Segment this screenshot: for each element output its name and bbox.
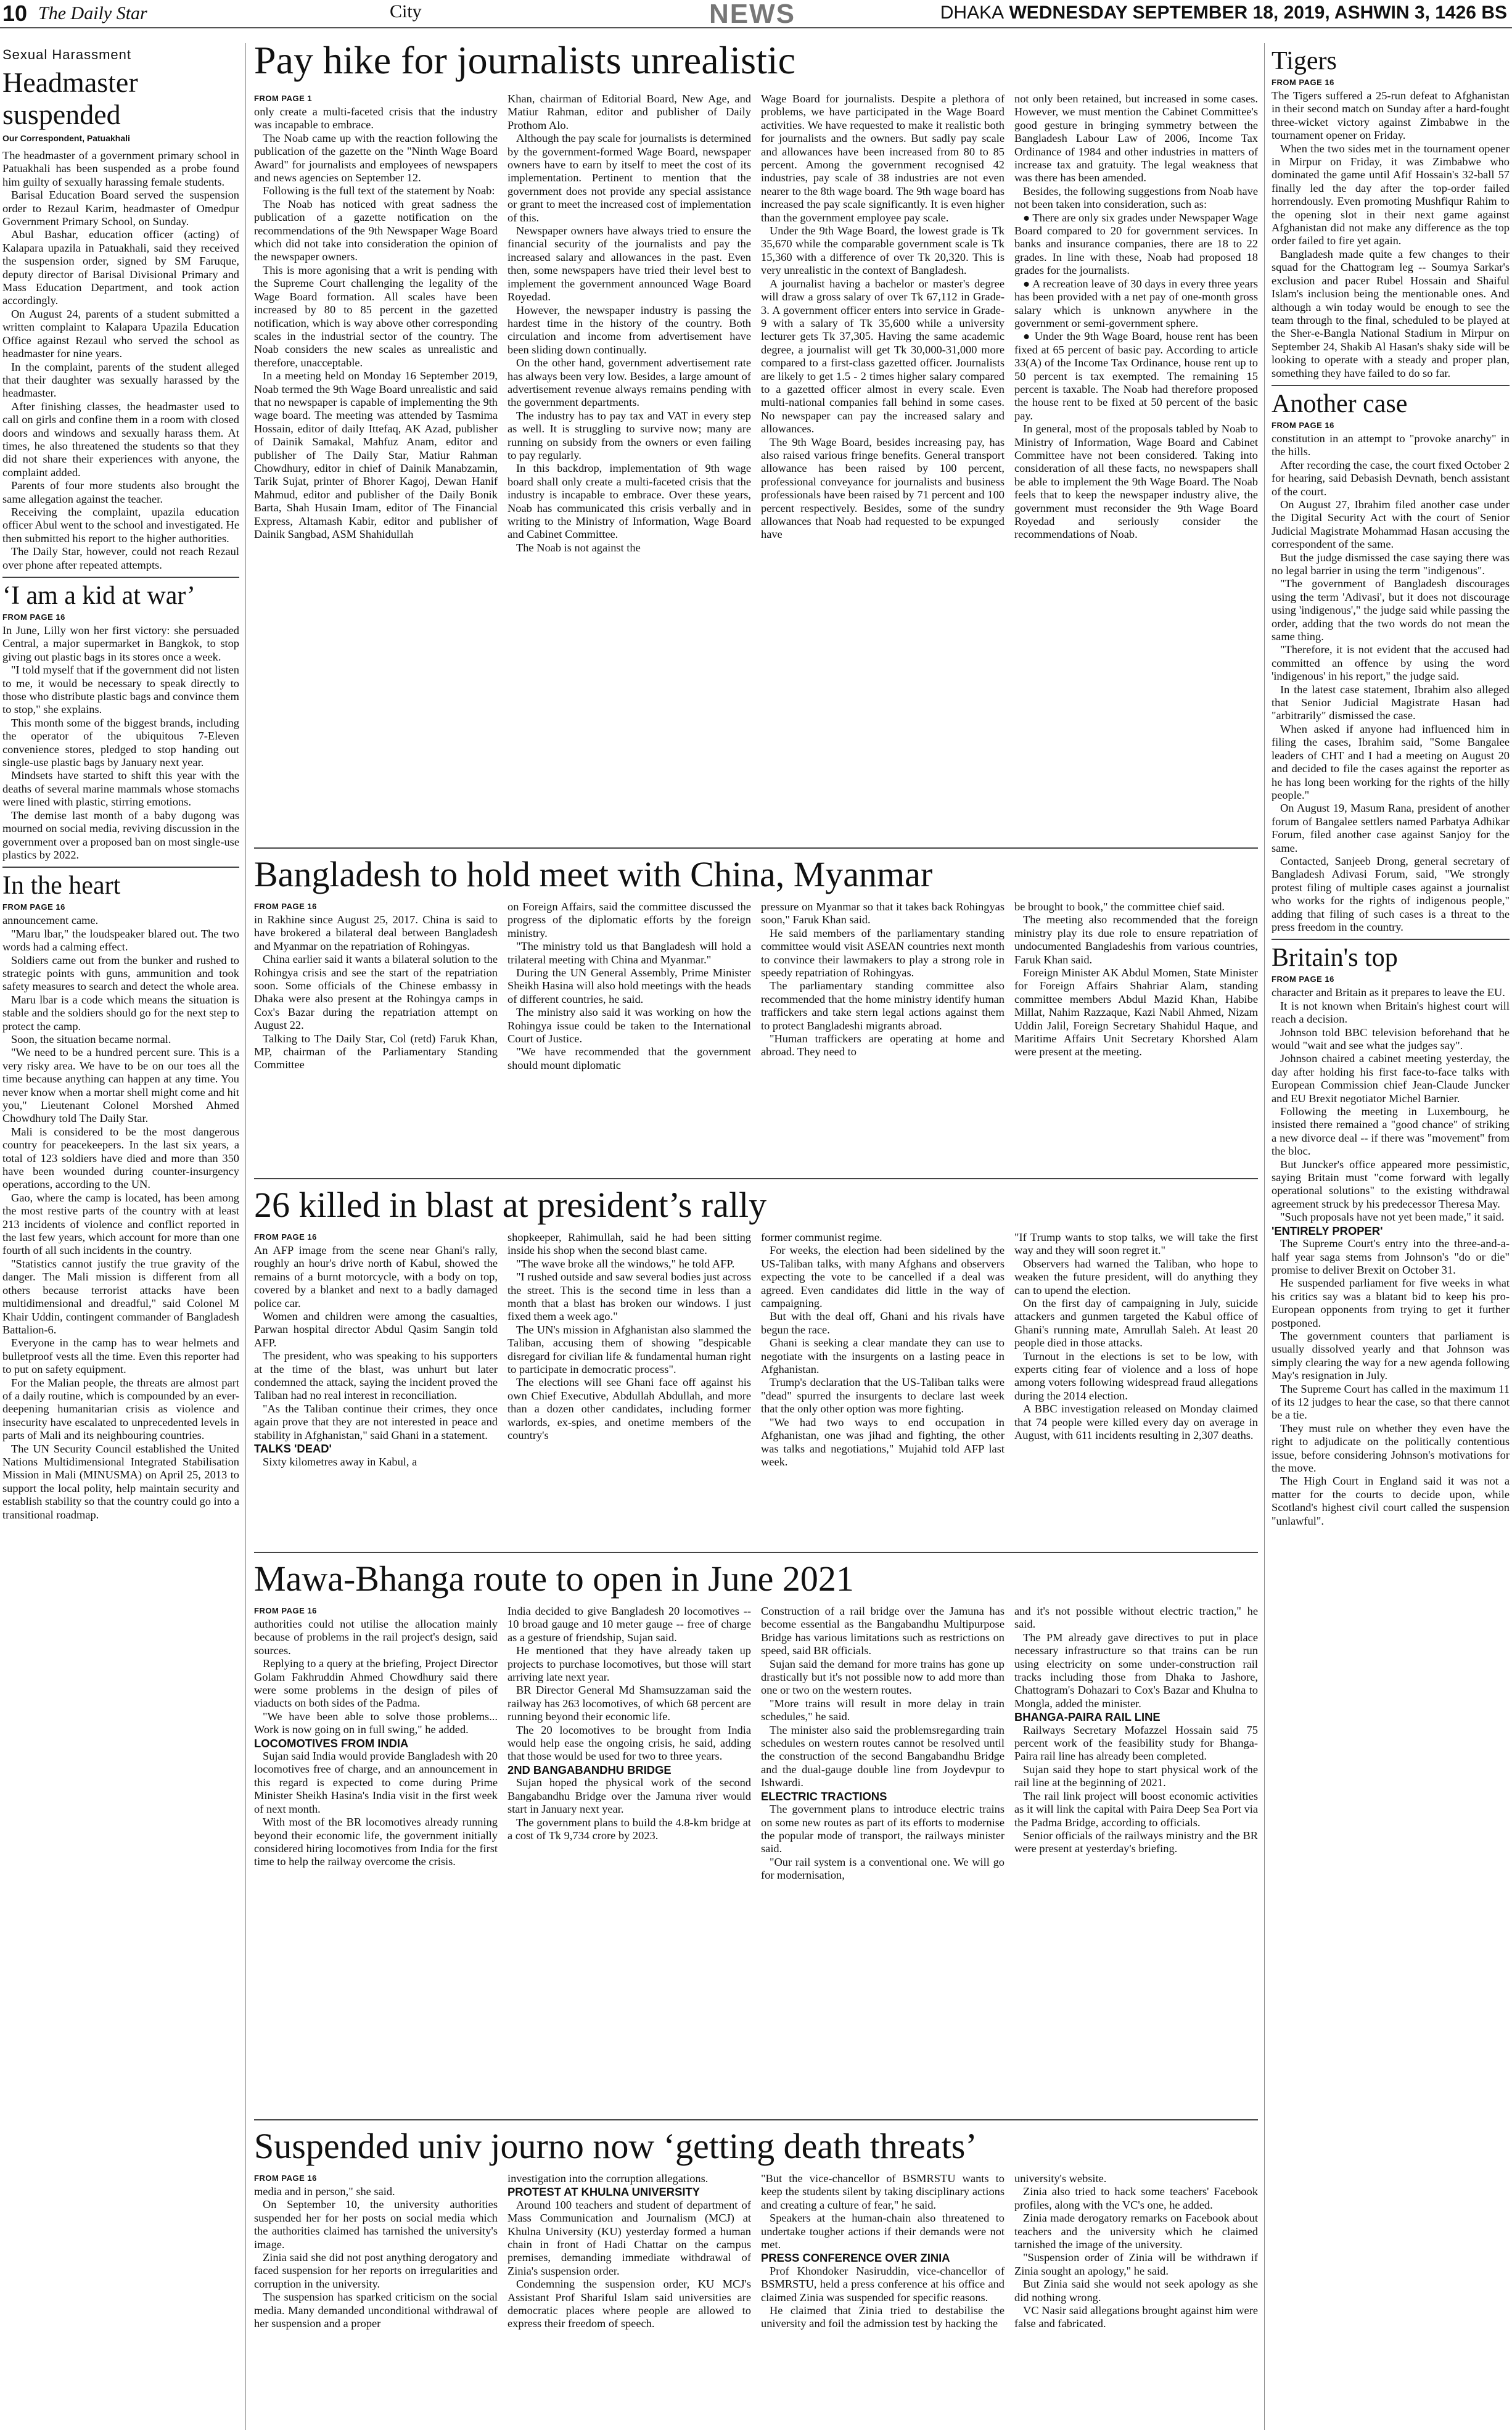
paragraph: Soldiers came out from the bunker and rushed to strategic points with guns, ammunition and took safety measures to search and detect the whole area. (2, 954, 239, 993)
paragraph: But Juncker's office appeared more pessimistic, saying Britain must "come forward with legally operational solutions" to the existing withdrawal agreement struck by his predecessor Theresa May. (1272, 1158, 1510, 1210)
paragraph: Senior officials of the railways ministry and the BR were present at yesterday's briefing. (1014, 1829, 1258, 1855)
paragraph: Although the pay scale for journalists is determined by the government-formed Wage Board, newspaper owners have to earn by itself to meet the cost of its implementation. Pertinent to mention that the government does not provide any special assistance or grant to meet the increased cost of implementation of this. (507, 132, 751, 224)
paragraph: Construction of a rail bridge over the Jamuna has become essential as the Bangabandhu Multipurpose Bridge has various limitations such as restrictions on speed, said BR officials. (761, 1605, 1005, 1657)
paragraph: This month some of the biggest brands, including the operator of the ubiquitous 7-Eleven convenience stores, pledged to stop handing out single-use plastic bags by January next year. (2, 716, 239, 769)
paragraph: on Foreign Affairs, said the committee discussed the progress of the diplomatic efforts by the foreign ministry. (507, 900, 751, 939)
paragraph: The High Court in England said it was not a matter for the courts to decide upon, while Scotland's highest civil court called the suspension "unlawful". (1272, 1475, 1510, 1527)
paragraph: The 20 locomotives to be brought from India would help ease the ongoing crisis, he said, adding that those would be used for two to three years. (507, 1723, 751, 1763)
paragraph: Around 100 teachers and student of department of Mass Communication and Journalism (MCJ) at Khulna University (KU) yesterday formed a human chain in front of Hadi Chattar on the campus premises, demanding immediate withdrawal of Zinia's suspension order. (507, 2198, 751, 2277)
china-text-2 (507, 900, 751, 1072)
china-col-3 (761, 900, 1005, 1172)
from-page-britain: FROM PAGE 16 (1272, 974, 1334, 984)
paragraph: former communist regime. (761, 1231, 882, 1243)
paragraph: "Therefore, it is not evident that the accused had committed an offence by using the word 'indigenous' in his report," the judge said. (1272, 643, 1510, 683)
paragraph: A BBC investigation released on Monday claimed that 74 people were killed every day on average in August, with 611 incidents resulting in 2,307 deaths. (1014, 1403, 1258, 1442)
paragraph: ELECTRIC TRACTIONS (761, 1789, 887, 1803)
paragraph: In this backdrop, implementation of 9th wage board shall only create a multi-faceted crisis that the industry is incapable to embrace. Over these years, Noab has communicated this crisis verbally and in writing to the Ministry of Information, Wage Board and Cabinet Committee. (507, 462, 751, 541)
from-page-univ: FROM PAGE 16 (254, 2173, 317, 2183)
china-col-4 (1014, 900, 1258, 1172)
paragraph: BHANGA-PAIRA RAIL LINE (1014, 1710, 1161, 1724)
paragraph: Bangladesh made quite a few changes to their squad for the Chattogram leg -- Soumya Sarkar's exclusion and pacer Rubel Hossain and Shaiful Islam's inclusion being the mentionable ones. And although a win today would be enough to see the team through to the final, scheduled to be played at the Sher-e-Bangla National Stadium in Mirpur on September 24, Shakib Al Hasan's shaky side will be looking to operate with a steady and proper plan, something they have failed to do so far. (1272, 247, 1510, 379)
mawa-col-2 (507, 1605, 751, 2116)
payhike-text-2 (507, 93, 751, 554)
china-col-1 (254, 900, 498, 1172)
from-page-china: FROM PAGE 16 (254, 902, 317, 911)
from-page-mawa: FROM PAGE 16 (254, 1606, 317, 1615)
dateline-date: WEDNESDAY SEPTEMBER 18, 2019, (1009, 2, 1330, 23)
paragraph: The Daily Star, however, could not reach Rezaul over phone after repeated attempts. (2, 545, 239, 571)
paragraph: However, the newspaper industry is passing the hardest time in the history of the country. Both circulation and income from advertisement have been sliding down continually. (507, 303, 751, 356)
paragraph: "As the Taliban continue their crimes, they once again prove that they are not interested in peace and stability in Afghanistan," said Ghani in a statement. (254, 1402, 498, 1441)
paragraph: Observers had warned the Taliban, who hope to weaken the future president, will do anything they can to upend the election. (1014, 1257, 1258, 1296)
paragraph: "I told myself that if the government did not listen to me, it would be necessary to speak directly to those who distribute plastic bags and convince them to stop," she explains. (2, 664, 239, 716)
paragraph: When asked if anyone had influenced him in filing the cases, Ibrahim said, "Some Bangalee leaders of CHT and I had a meeting on August 20 and decided to file the cases against the reporter as he has long been working for the rights of the hilly people." (1272, 722, 1510, 801)
paragraph: Speakers at the human-chain also threatened to undertake tougher actions if their demands were not met. (761, 2212, 1005, 2251)
univ-col-4 (1014, 2172, 1258, 2431)
paragraph: "But the vice-chancellor of BSMRSTU wants to keep the students silent by taking disciplinary actions and creating a culture of fear," he said. (761, 2172, 1005, 2211)
paragraph: In the latest case statement, Ibrahim also alleged that Senior Judicial Magistrate Hasan had "arbitrarily" dismissed the case. (1272, 683, 1510, 722)
paragraph: "The wave broke all the windows," he told AFP. (516, 1257, 735, 1270)
headline-britains-top: Britain's top (1272, 944, 1398, 973)
paragraph: authorities could not utilise the allocation mainly because of problems in the rail project's design, said sources. (254, 1618, 498, 1657)
byline-headmaster: Our Correspondent, Patuakhali (2, 133, 130, 143)
paragraph: On the first day of campaigning in July, suicide attackers and gunmen targeted the Kabul office of Ghani's running mate, Amrullah Saleh. At least 20 people died in those attacks. (1014, 1297, 1258, 1349)
paragraph: Trump's declaration that the US-Taliban talks were "dead" spurred the insurgents to declare last week that the only other option was more fighting. (761, 1376, 1005, 1415)
paragraph: "More trains will result in more delay in train schedules," he said. (761, 1697, 1005, 1723)
paragraph: "Such proposals have not yet been made," it said. (1280, 1211, 1505, 1224)
paragraph: Barisal Education Board served the suspension order to Rezaul Karim, headmaster of Omedpur Government Primary School, on Sunday. (2, 189, 239, 228)
paragraph: university's website. (1014, 2172, 1107, 2185)
mawa-col-1 (254, 1605, 498, 2116)
paragraph: "Human traffickers are operating at home and abroad. They need to (761, 1032, 1005, 1058)
payhike-col-1 (254, 93, 498, 844)
paragraph: 'ENTIRELY PROPER' (1272, 1224, 1383, 1237)
headline-kid-at-war: ‘I am a kid at war’ (2, 582, 195, 610)
paragraph: "We need to be a hundred percent sure. This is a very risky area. We have to be on our toes all the time because anything can happen at any time. You never know when a mortar shell might come and hit you," Lieutenant Colonel Morshed Ahmed Chowdhury told The Daily Star. (2, 1046, 239, 1125)
china-text-1 (254, 913, 498, 1072)
paragraph: "Maru lbar," the loudspeaker blared out. The two words had a calming effect. (2, 927, 239, 954)
paragraph: "The government of Bangladesh discourages using the term 'Adivasi', but it does not discourage using 'indigenous'," the judge said while passing the order, adding that the two words do not mean the same thing. (1272, 577, 1510, 643)
article-headmaster (2, 149, 239, 572)
blast-col-1 (254, 1231, 498, 1547)
headline-mawa-bhanga: Mawa-Bhanga route to open in June 2021 (254, 1559, 854, 1599)
paragraph: Mindsets have started to shift this year with the deaths of several marine mammals whose stomachs were lined with plastic, stirring emotions. (2, 769, 239, 809)
paragraph: shopkeeper, Rahimullah, said he had been sitting inside his shop when the second blast came. (507, 1231, 751, 1257)
paragraph: The Supreme Court's entry into the three-and-a-half year saga stems from Johnson's "do or die" promise to deliver Brexit on October 31. (1272, 1237, 1510, 1276)
paragraph: On August 27, Ibrahim filed another case under the Digital Security Act with the court of Senior Judicial Magistrate Mohammad Hasan accusing the correspondent of the same. (1272, 498, 1510, 551)
section-city: City (390, 1, 422, 22)
paragraph: constitution in an attempt to "provoke anarchy" in the hills. (1272, 432, 1510, 458)
paragraph: Wage Board for journalists. Despite a plethora of problems, we have participated in the Wage Board activities. We have requested to make it realistic both for journalists and the owners. But sadly pay scale and allowances have been increased from 80 to 85 percent. Among the government recognised 42 industries, pay scale of 38 industries are not even nearer to the 8th wage board. The 9th wage board has increased the pay scale significantly. It is even higher than the government employee pay scale. (761, 93, 1005, 224)
univ-col-2 (507, 2172, 751, 2431)
paragraph: In a meeting held on Monday 16 September 2019, Noab termed the 9th Wage Board unrealistic and said that no newspaper is capable of implementing the 9th wage board. The meeting was attended by Tasmima Hossain, editor of daily Ittefaq, AK Azad, publisher of Dainik Samakal, Mahfuz Anam, editor and publisher of The Daily Star, Matiur Rahman Chowdhury, editor in chief of Dainik Manabzamin, Tarik Sujat, printer of Bhorer Kagoj, Dewan Hanif Mahmud, editor and publisher of the Daily Bonik Barta, Shah Husain Imam, editor of The Financial Express, Altamash Kabir, editor and publisher of Dainik Sangbad, ASM Shahidullah (254, 369, 498, 540)
payhike-text-3 (761, 93, 1005, 542)
paragraph: Mali is considered to be the most dangerous country for peacekeepers. In the last six years, a total of 123 soldiers have died and more than 350 have been wounded during counter-insurgency operations, according to the UN. (2, 1125, 239, 1191)
from-page-another: FROM PAGE 16 (1272, 420, 1334, 430)
china-text-3 (761, 900, 1005, 1059)
payhike-col-2 (507, 93, 751, 844)
paragraph: "Suspension order of Zinia will be withdrawn if Zinia sought an apology," he said. (1014, 2251, 1258, 2277)
paragraph: For weeks, the election had been sidelined by the US-Taliban talks, with many Afghans and observers expecting the vote to be cancelled if a deal was agreed. Even candidates did little in the way of campaigning. (761, 1244, 1005, 1310)
paragraph: Zinia said she did not post anything derogatory and faced suspension for her reports on irregularities and corruption in the university. (254, 2251, 498, 2290)
paragraph: An AFP image from the scene near Ghani's rally, roughly an hour's drive north of Kabul, showed the remains of a burnt motorcycle, with a body on top, covered by a blanket and next to a badly damaged police car. (254, 1244, 498, 1309)
paragraph: He suspended parliament for five weeks in what his critics say was a blatant bid to keep his pro-European opponents from trying to get it further postponed. (1272, 1277, 1510, 1329)
univ-text-1 (254, 2185, 498, 2330)
paragraph: Sujan said the demand for more trains has gone up drastically but it's not possible now to add more than one or two on the western routes. (761, 1657, 1005, 1697)
paragraph: Parents of four more students also brought the same allegation against the teacher. (2, 479, 239, 505)
paragraph: The industry has to pay tax and VAT in every step as well. It is struggling to survive now; many are running on subsidy from the owners or even failing to pay regularly. (507, 409, 751, 461)
paragraph: But the judge dismissed the case saying there was no legal barrier in using the term "indigenous". (1272, 551, 1510, 577)
paragraph: The PM already gave directives to put in place necessary infrastructure so that trains can be run using electricity on some under-construction rail tracks including those from Dhaka to Jashore, Chattogram's Dohazari to Cox's Bazar and Khulna to Mongla, added the minister. (1014, 1631, 1258, 1710)
paragraph: The Noab has noticed with great sadness the publication of a gazette notification on the recommendations of the 9th Newspaper Wage Board which did not take into consideration the opinion of the newspaper owners. (254, 197, 498, 263)
paragraph: After recording the case, the court fixed October 2 for hearing, said Debasish Devnath, bench assistant of the court. (1272, 458, 1510, 498)
headline-tigers: Tigers (1272, 47, 1337, 75)
paragraph: The suspension has sparked criticism on the social media. Many demanded unconditional withdrawal of her suspension and a proper (254, 2291, 498, 2330)
paragraph: During the UN General Assembly, Prime Minister Sheikh Hasina will also hold meetings with the heads of different countries, he said. (507, 966, 751, 1005)
headline-pay-hike: Pay hike for journalists unrealistic (254, 38, 796, 82)
kicker-sexual-harassment: Sexual Harassment (2, 47, 131, 62)
paragraph: On September 10, the university authorities suspended her for her posts on social media which the authorities claimed has tarnished the university's image. (254, 2198, 498, 2251)
payhike-text-1 (254, 105, 498, 541)
dateline-bangla: ASHWIN 3, 1426 BS (1334, 2, 1507, 23)
paragraph: Sixty kilometres away in Kabul, a (263, 1455, 417, 1468)
mawa-text-1 (254, 1618, 498, 1869)
paragraph: This is more agonising that a writ is pending with the Supreme Court challenging the legality of the Wage Board formation. All scales have been increased by 80 to 85 percent in the gazetted notification, which is way above other corresponding scales in the industrial sector of the country. The Noab considers the new scales as unrealistic and therefore, unacceptable. (254, 263, 498, 369)
paragraph: On the other hand, government advertisement rate has always been very low. Besides, a large amount of advertisement revenue always remains pending with the government departments. (507, 356, 751, 409)
paragraph: Soon, the situation became normal. (11, 1032, 171, 1045)
paragraph: Turnout in the elections is set to be low, with experts citing fear of violence and a loss of hope among voters following widespread fraud allegations during the 2014 election. (1014, 1349, 1258, 1402)
from-page-kid: FROM PAGE 16 (2, 612, 65, 622)
paragraph: Foreign Minister AK Abdul Momen, State Minister for Foreign Affairs Shahriar Alam, standing committee members Abdul Mazid Khan, Habibe Millat, Nahim Razzaque, Kazi Nabil Ahmed, Nizam Uddin Jalil, Foreign Secretary Shahidul Haque, and Maritime Affairs Unit Secretary Khorshed Alam were present at the meeting. (1014, 966, 1258, 1058)
paragraph: in Rakhine since August 25, 2017. China is said to have brokered a bilateral deal between Bangladesh and Myanmar on the repatriation of Rohingyas. (254, 913, 498, 952)
paragraph: Women and children were among the casualties, Parwan hospital director Abdul Qasim Sangin told AFP. (254, 1310, 498, 1349)
paragraph: The Supreme Court has called in the maximum 11 of its 12 judges to hear the case, so that there cannot be a tie. (1272, 1382, 1510, 1422)
headline-blast: 26 killed in blast at president’s rally (254, 1185, 767, 1225)
paragraph: Ghani is seeking a clear mandate they can use to negotiate with the insurgents on a lasting peace in Afghanistan. (761, 1337, 1005, 1376)
china-text-4 (1014, 900, 1258, 1059)
paragraph: The president, who was speaking to his supporters at the time of the blast, was unhurt but later condemned the attack, saying the incident proved the Taliban had no real interest in reconciliation. (254, 1349, 498, 1402)
blast-col-4 (1014, 1231, 1258, 1547)
paragraph: On August 24, parents of a student submitted a written complaint to Kalapara Upazila Education Office against Rezaul who served the school as headmaster for nine years. (2, 307, 239, 360)
paragraph: PRESS CONFERENCE OVER ZINIA (761, 2251, 950, 2265)
univ-text-3 (761, 2172, 1005, 2331)
paragraph: On August 19, Masum Rana, president of another forum of Bangalee settlers named Parbatya Adhikar Forum, filed another case against Sanjoy for the same. (1272, 802, 1510, 854)
paragraph: The government plans to introduce electric trains on some new routes as part of its efforts to modernise the popular mode of transport, the railways minister said. (761, 1803, 1005, 1855)
paragraph: In June, Lilly won her first victory: she persuaded Central, a major supermarket in Bangkok, to stop giving out plastic bags in its stores once a week. (2, 624, 239, 663)
univ-col-3 (761, 2172, 1005, 2431)
paragraph: He claimed that Zinia tried to destabilise the university and foil the admission test by hacking the (761, 2304, 1005, 2330)
paragraph: Contacted, Sanjeeb Drong, general secretary of Bangladesh Adivasi Forum, said, "We strongly protest filing of multiple cases against a journalist who works for the rights of indigenous people," adding that filing of such cases is a threat to the press freedom in the country. (1272, 854, 1510, 933)
headline-in-the-heart: In the heart (2, 871, 121, 900)
paragraph: Zinia also tried to hack some teachers' Facebook profiles, along with the VC's one, he added. (1014, 2185, 1258, 2211)
paragraph: When the two sides met in the tournament opener in Mirpur on Friday, it was Zimbabwe who dominated the game until Afif Hossain's 32-ball 57 finally led the day after the top-order failed horrendously. Even promoting Mushfiqur Rahim to the opening slot in their next game against Afghanistan did not make any difference as the top order failed to fire yet again. (1272, 142, 1510, 247)
mawa-col-3 (761, 1605, 1005, 2116)
paragraph: The 9th Wage Board, besides increasing pay, has also raised various fringe benefits. General transport allowance has been raised by 100 percent, professional conveyance for journalists and business professionals have been raised by 71 percent and 100 percent respectively. Besides, some of the sundry allowances that Noab had requested to be expunged have (761, 435, 1005, 541)
paragraph: investigation into the corruption allegations. (507, 2172, 709, 2185)
article-kid-at-war (2, 624, 239, 862)
paragraph: But with the deal off, Ghani and his rivals have begun the race. (761, 1310, 1005, 1336)
paragraph: The Noab came up with the reaction following the publication of the gazette on the "Ninth Wage Board Award" for journalists and employees of newspapers and news agencies on September 12. (254, 131, 498, 184)
paragraph: The government counters that parliament is usually dissolved yearly and that Johnson was simply clearing the way for a new agenda following May's resignation in July. (1272, 1329, 1510, 1382)
paragraph: He said members of the parliamentary standing committee would visit ASEAN countries next month to convince their lawmakers to play a strong role in speedy repatriation of Rohingyas. (761, 926, 1005, 979)
paragraph: The UN Security Council established the United Nations Multidimensional Integrated Stabilisation Mission in Mali (MINUSMA) on April 25, 2013 to support the local polity, help maintain security and establish stability so that the country could go into a transitional roadmap. (2, 1442, 239, 1521)
paragraph: Replying to a query at the briefing, Project Director Golam Fakhruddin Ahmed Chowdhury said there were some problems in the design of piles of viaducts on both sides of the Padma. (254, 1657, 498, 1710)
from-page-heart: FROM PAGE 16 (2, 902, 65, 912)
paragraph: "We have recommended that the government should mount diplomatic (507, 1045, 751, 1071)
paragraph: With most of the BR locomotives already running beyond their economic life, the government initially considered hiring locomotives from India for the first time to help the railway overcome the crisis. (254, 1816, 498, 1868)
paragraph: 2ND BANGABANDHU BRIDGE (507, 1763, 672, 1776)
payhike-text-4 (1014, 93, 1258, 542)
paragraph: Zinia made derogatory remarks on Facebook about teachers and the university which he claimed tarnished the image of the university. (1014, 2212, 1258, 2251)
paragraph: ● A recreation leave of 30 days in every three years has been provided with a net pay of one-month gross salary which is unknown anywhere in the government or semi-government sphere. (1014, 277, 1258, 329)
blast-col-2 (507, 1231, 751, 1547)
paragraph: The elections will see Ghani face off against his own Chief Executive, Abdullah Abdullah, and more than a dozen other candidates, including former warlords, ex-spies, and onetime members of the country's (507, 1376, 751, 1442)
blast-col-3 (761, 1231, 1005, 1547)
paragraph: PROTEST AT KHULNA UNIVERSITY (507, 2185, 700, 2199)
paragraph: The parliamentary standing committee also recommended that the home ministry identify human traffickers and take stern legal actions against them to protect Bangladeshi migrants abroad. (761, 979, 1005, 1032)
blast-text-1 (254, 1244, 498, 1469)
paper-name: The Daily Star (38, 3, 147, 23)
paragraph: Sujan said they hope to start physical work of the rail line at the beginning of 2021. (1014, 1763, 1258, 1789)
univ-text-4 (1014, 2172, 1258, 2331)
headline-china-myanmar: Bangladesh to hold meet with China, Myanmar (254, 854, 933, 894)
article-in-the-heart (2, 914, 239, 1522)
payhike-col-3 (761, 93, 1005, 844)
headline-suspended-journo: Suspended univ journo now ‘getting death threats’ (254, 2126, 977, 2166)
paragraph: In the complaint, parents of the student alleged that their daughter was sexually harassed by the headmaster. (2, 360, 239, 400)
paragraph: ● Under the 9th Wage Board, house rent has been fixed at 65 percent of basic pay. According to article 33(A) of the Income Tax Ordinance, house rent up to 50 percent is tax exempted. The remaining 15 percent is taxable. The Noab had therefore proposed the house rent to be fixed at 50 percent of the basic pay. (1014, 330, 1258, 422)
paragraph: Maru lbar is a code which means the situation is stable and the soldiers should go for the next step to protect the camp. (2, 993, 239, 1032)
page-number: 10 (2, 1, 28, 26)
paragraph: The demise last month of a baby dugong was mourned on social media, reviving discussion in the government over a proposed ban on most single-use plastics by 2022. (2, 809, 239, 861)
right-column (1272, 43, 1510, 2430)
mawa-text-2 (507, 1605, 751, 1842)
paragraph: "If Trump wants to stop talks, we will take the first way and they will soon regret it." (1014, 1231, 1258, 1257)
paragraph: be brought to book," the committee chief said. (1014, 900, 1225, 913)
payhike-col-4 (1014, 93, 1258, 844)
paragraph: The Tigers suffered a 25-run defeat to Afghanistan in their second match on Sunday after a hard-fought three-wicket victory against Zimbabwe in the tournament opener on Friday. (1272, 89, 1510, 142)
article-britain (1272, 986, 1510, 1528)
paragraph: Everyone in the camp has to wear helmets and bulletproof vests all the time. Even this reporter had to put on safety equipment. (2, 1337, 239, 1376)
paragraph: "I rushed outside and saw several bodies just across the street. This is the second time in less than a month that a blast has broken our windows. I just fixed them a week ago." (507, 1271, 751, 1323)
blast-text-2 (507, 1231, 751, 1443)
paragraph: "We have been able to solve those problems... Work is now going on in full swing," he added. (254, 1710, 498, 1736)
paragraph: The meeting also recommended that the foreign ministry play its due role to ensure repatriation of undocumented Bangladeshis from various countries, Faruk Khan said. (1014, 913, 1258, 966)
paragraph: TALKS 'DEAD' (254, 1442, 332, 1456)
paragraph: Prof Khondoker Nasiruddin, vice-chancellor of BSMRSTU, held a press conference at his office and claimed Zinia was suspended for specific reasons. (761, 2264, 1005, 2304)
paragraph: Condemning the suspension order, KU MCJ's Assistant Prof Shariful Islam said universities are democratic places where people are allowed to express their freedom of speech. (507, 2278, 751, 2330)
paragraph: LOCOMOTIVES FROM INDIA (254, 1736, 409, 1750)
paragraph: Johnson told BBC television beforehand that he would "wait and see what the judges say". (1272, 1026, 1510, 1052)
paragraph: He mentioned that they have already taken up projects to purchase locomotives, but those will start arriving late next year. (507, 1644, 751, 1684)
paragraph: VC Nasir said allegations brought against him were false and fabricated. (1014, 2304, 1258, 2330)
dateline-city: DHAKA (940, 2, 1005, 23)
mawa-text-3 (761, 1605, 1005, 1882)
paragraph: The UN's mission in Afghanistan also slammed the Taliban, accusing them of showing "despicable disregard for civilian life & fundamental human right to participate in democratic process". (507, 1323, 751, 1376)
from-page-tigers: FROM PAGE 16 (1272, 78, 1334, 87)
blast-text-3 (761, 1231, 1005, 1469)
univ-text-2 (507, 2172, 751, 2331)
blast-text-4 (1014, 1231, 1258, 1443)
headline-headmaster: Headmaster suspended (2, 67, 138, 130)
paragraph: The government plans to build the 4.8-km bridge at a cost of Tk 9,734 crore by 2023. (507, 1816, 751, 1842)
paragraph: For the Malian people, the threats are almost part of a daily routine, which is compounded by an ever-deepening humanitarian crisis as violence and insecurity have escalated to unprecedented levels in parts of Mali and its neighbouring countries. (2, 1376, 239, 1442)
paragraph: Johnson chaired a cabinet meeting yesterday, the day after holding his first face-to-face talks with European Commission chief Jean-Claude Juncker and EU Brexit negotiator Michel Barnier. (1272, 1052, 1510, 1105)
paragraph: The headmaster of a government primary school in Patuakhali has been suspended as a probe found him guilty of sexually harassing female students. (2, 149, 239, 188)
article-tigers (1272, 89, 1510, 380)
paragraph: BR Director General Md Shamsuzzaman said the railway has 263 locomotives, of which 68 percent are running beyond their economic life. (507, 1684, 751, 1723)
paragraph: "The ministry told us that Bangladesh will hold a trilateral meeting with China and Myanmar." (507, 940, 751, 966)
mawa-col-4 (1014, 1605, 1258, 2116)
paragraph: China earlier said it wants a bilateral solution to the Rohingya crisis and see the start of the repatriation soon. Some officials of the Chinese embassy in Dhaka were also present at the Rohingya camps in Cox's Bazar during the repatriation attempt on August 22. (254, 953, 498, 1032)
china-col-2 (507, 900, 751, 1172)
paragraph: and it's not possible without electric traction," he said. (1014, 1605, 1258, 1631)
paragraph: only create a multi-faceted crisis that the industry was incapable to embrace. (254, 105, 498, 131)
paragraph: Following is the full text of the statement by Noab: (263, 184, 495, 197)
paragraph: The Noab is not against the (516, 541, 641, 554)
paragraph: The ministry also said it was working on how the Rohingya issue could be taken to the International Court of Justice. (507, 1006, 751, 1045)
dateline (940, 2, 1507, 23)
paragraph: A journalist having a bachelor or master's degree will draw a gross salary of over Tk 67,112 in Grade-3. A government officer enters into service in Grade-9 with a salary of Tk 35,600 while a university lecturer gets Tk 37,305. Having the same academic degree, a journalist will get Tk 30,000-31,000 more compared to a first-class gazetted officer. Journalists are likely to get 1.5 - 2 times higher salary compared to a gazetted officer almost in every scale. Even multi-national companies fall behind in some cases. No newspaper can pay the increased salary and allowances. (761, 277, 1005, 435)
paragraph: The rail link project will boost economic activities as it will link the capital with Paira Deep Sea Port via the Padma Bridge, according to officials. (1014, 1789, 1258, 1829)
section-news: NEWS (709, 0, 795, 29)
paragraph: ● There are only six grades under Newspaper Wage Board compared to 20 for government services. In banks and insurance companies, there are 18 to 22 grades. In line with these, Noab had proposed 18 grades for the journalists. (1014, 211, 1258, 277)
from-page-blast: FROM PAGE 16 (254, 1232, 317, 1242)
paragraph: After finishing classes, the headmaster used to call on girls and confine them in a room with closed doors and windows and sexually harass them. At times, he also threatened the students so that they did not share their experiences with anyone, the complaint added. (2, 400, 239, 479)
paragraph: Sujan hoped the physical work of the second Bangabandhu Bridge over the Jamuna river would start in January next year. (507, 1776, 751, 1816)
paragraph: Talking to The Daily Star, Col (retd) Faruk Khan, MP, chairman of the Parliamentary Standing Committee (254, 1032, 498, 1071)
paragraph: Under the 9th Wage Board, the lowest grade is Tk 35,670 while the comparable government scale is Tk 15,360 with a difference of over Tk 20,320. This is very unrealistic in the context of Bangladesh. (761, 225, 1005, 277)
paragraph: Abul Bashar, education officer (acting) of Kalapara upazila in Patuakhali, said they received the suspension order, signed by SM Faruque, deputy director of Barisal Divisional Primary and Mass Education Department, and took action accordingly. (2, 228, 239, 307)
masthead (0, 0, 1512, 28)
headline-another-case: Another case (1272, 389, 1408, 418)
paragraph: Khan, chairman of Editorial Board, New Age, and Matiur Rahman, editor and publisher of Daily Prothom Alo. (507, 93, 751, 131)
paragraph: "Statistics cannot justify the true gravity of the danger. The Mali mission is different from all others because terrorist attacks have been multidimensional and dreadful," said Colonel M Khair Uddin, contingent commander of Bangladesh Battalion-6. (2, 1257, 239, 1336)
paragraph: Besides, the following suggestions from Noab have not been taken into consideration, such as: (1014, 184, 1258, 211)
paragraph: Following the meeting in Luxembourg, he insisted there remained a "good chance" of striking a new divorce deal -- if there was "movement" from the bloc. (1272, 1105, 1510, 1158)
paragraph: India decided to give Bangladesh 20 locomotives -- 10 broad gauge and 10 meter gauge -- free of charge as a gesture of friendship, Sujan said. (507, 1605, 751, 1644)
paragraph: "We had two ways to end occupation in Afghanistan, one was jihad and fighting, the other was talks and negotiations," Mujahid told AFP last week. (761, 1415, 1005, 1468)
paragraph: They must rule on whether they even have the right to adjudicate on the politically contentious issue, before considering Johnson's motivations for the move. (1272, 1422, 1510, 1474)
paragraph: Gao, where the camp is located, has been among the most restive parts of the country with at least 213 incidents of violence and conflict reported in the last few years, which account for more than one fourth of all such incidents in the country. (2, 1191, 239, 1257)
paragraph: announcement came. (2, 914, 99, 927)
paragraph: It is not known when Britain's highest court will reach a decision. (1272, 999, 1510, 1026)
paragraph: media and in person," she said. (254, 2185, 395, 2198)
paragraph: The minister also said the problemsregarding train schedules on western routes cannot be resolved until the construction of the second Bangabandhu Bridge and the dual-gauge double line from Joydevpur to Ishwardi. (761, 1723, 1005, 1789)
from-page-payhike: FROM PAGE 1 (254, 94, 313, 103)
paragraph: Railways Secretary Mofazzel Hossain said 75 percent work of the feasibility study for Bhanga-Paira rail line has already been completed. (1014, 1723, 1258, 1763)
paragraph: Receiving the complaint, upazila education officer Abul went to the school and investigated. He then submitted his report to the higher authorities. (2, 505, 239, 545)
paragraph: Newspaper owners have always tried to ensure the financial security of the journalists and pay the increased salary and allowances in the past. Even then, some newspapers have tried their level best to implement the government announced Wage Board Royedad. (507, 225, 751, 303)
paragraph: But Zinia said she would not seek apology as she did nothing wrong. (1014, 2278, 1258, 2304)
paragraph: not only been retained, but increased in some cases. However, we must mention the Cabinet Committee's good gesture in bringing symmetry between the Bangladesh Labour Law of 2006, Income Tax Ordinance of 1984 and other industries in matters of increase tax and gratuity. The legal weakness that was there has been amended. (1014, 93, 1258, 184)
paragraph: "Our rail system is a conventional one. We will go for modernisation, (761, 1855, 1005, 1882)
paragraph: character and Britain as it prepares to leave the EU. (1272, 986, 1505, 999)
paragraph: pressure on Myanmar so that it takes back Rohingyas soon," Faruk Khan said. (761, 900, 1005, 926)
mawa-text-4 (1014, 1605, 1258, 1856)
paragraph: In general, most of the proposals tabled by Noab to Ministry of Information, Wage Board and Cabinet Committee have not been considered. Taking into consideration of all these facts, no newspapers shall be able to implement the 9th Wage Board. The Noab feels that to keep the newspaper industry alive, the government must reconsider the 9th Wage Board Royedad and seriously consider the recommendations of Noab. (1014, 422, 1258, 541)
paragraph: Sujan said India would provide Bangladesh with 20 locomotives free of charge, and an announcement in this regard is expected to come during Prime Minister Sheikh Hasina's India visit in the first week of next month. (254, 1750, 498, 1815)
article-another-case (1272, 432, 1510, 934)
univ-col-1 (254, 2172, 498, 2431)
left-column (2, 43, 239, 2430)
